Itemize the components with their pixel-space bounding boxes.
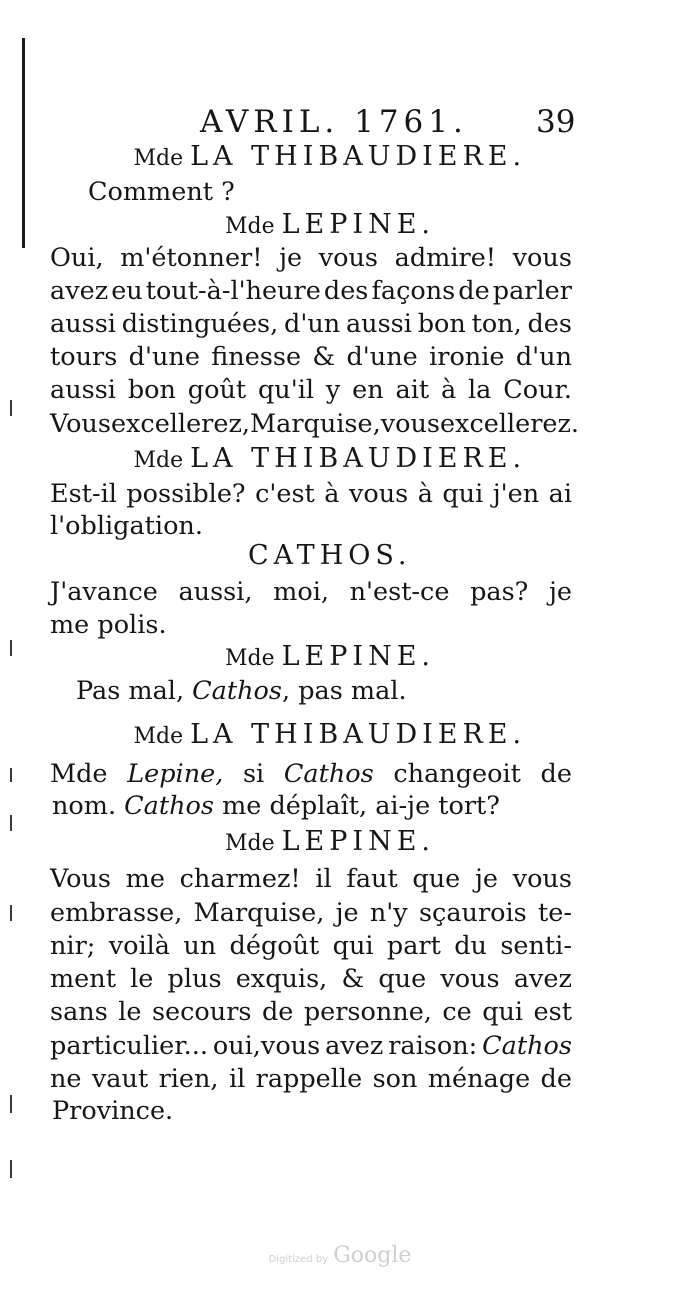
word: vaut xyxy=(91,1064,149,1094)
gutter-mark xyxy=(10,640,12,656)
text-line: l'obligation. xyxy=(50,511,203,541)
word: d'une xyxy=(346,342,418,372)
word: Lepine, xyxy=(127,759,224,789)
word: bon xyxy=(417,309,466,339)
text-run: , pas mal. xyxy=(282,676,407,706)
word: m'étonner! xyxy=(120,243,263,273)
running-header xyxy=(0,104,680,144)
word: pas? xyxy=(470,577,529,607)
word: aussi, xyxy=(178,577,253,607)
word: Est-il xyxy=(50,479,117,509)
word: charmez! xyxy=(179,864,301,894)
word: rappelle xyxy=(255,1064,363,1094)
gutter-mark xyxy=(10,905,12,921)
word: Cour. xyxy=(503,375,572,405)
word: est xyxy=(533,997,572,1027)
word: son xyxy=(372,1064,418,1094)
word: le xyxy=(118,997,142,1027)
word: ne xyxy=(50,1064,82,1094)
word: sçaurois xyxy=(418,898,527,928)
text-line xyxy=(50,242,572,274)
word: c'est xyxy=(255,479,315,509)
word: avez xyxy=(325,1031,384,1061)
page-number: 39 xyxy=(536,104,576,140)
word: exquis, xyxy=(235,964,328,994)
word: aussi xyxy=(50,309,116,339)
speaker-title: Mde xyxy=(225,831,282,856)
word: possible? xyxy=(126,479,246,509)
text-line xyxy=(50,341,572,373)
word: me xyxy=(125,864,165,894)
text-line xyxy=(50,478,572,510)
gutter-mark xyxy=(10,400,12,416)
word: particulier... xyxy=(50,1031,208,1061)
word: à xyxy=(324,479,340,509)
word: que xyxy=(378,964,427,994)
speaker-name: LA THIBAUDIERE. xyxy=(190,719,527,750)
text-line: Comment ? xyxy=(88,177,235,207)
word: à xyxy=(440,375,457,405)
word: à xyxy=(417,479,433,509)
word: ménage xyxy=(427,1064,531,1094)
word: J'avance xyxy=(50,577,158,607)
speaker-heading xyxy=(225,641,435,675)
word: moi, xyxy=(273,577,329,607)
word: finesse xyxy=(211,342,302,372)
speaker-heading xyxy=(225,826,435,860)
text-line xyxy=(50,930,572,962)
word: ai xyxy=(548,479,572,509)
word: avez xyxy=(513,964,572,994)
word: Cathos xyxy=(283,759,374,789)
word: aussi xyxy=(50,375,116,405)
word: distinguées, xyxy=(121,309,279,339)
text-line xyxy=(50,1063,572,1095)
speaker-heading xyxy=(134,719,527,753)
word: & xyxy=(341,964,365,994)
word: Mde xyxy=(50,759,108,789)
word: sans xyxy=(50,997,108,1027)
word: personne, xyxy=(303,997,432,1027)
word: que xyxy=(412,864,461,894)
word: parler xyxy=(492,276,572,306)
gutter-mark xyxy=(10,815,12,831)
word: ait xyxy=(395,375,430,405)
word: je xyxy=(474,864,498,894)
word: & xyxy=(312,342,336,372)
text-line: me polis. xyxy=(50,610,167,640)
word: Vous xyxy=(50,409,111,439)
word: il xyxy=(315,864,332,894)
word: aussi xyxy=(345,309,412,339)
word: goût xyxy=(187,375,247,405)
word: ironie xyxy=(429,342,505,372)
word: du xyxy=(454,931,487,961)
word: qu'il xyxy=(257,375,315,405)
text-line xyxy=(50,863,572,895)
gutter-mark xyxy=(10,1160,12,1178)
word: excellerez,Marquise,vous xyxy=(110,409,440,439)
speaker-heading xyxy=(225,209,435,243)
word: faut xyxy=(346,864,398,894)
word: vous xyxy=(318,243,379,273)
word: ton, xyxy=(471,309,522,339)
word: secours xyxy=(151,997,252,1027)
speaker-name: LEPINE. xyxy=(281,641,436,672)
text-run: Pas mal, xyxy=(76,676,193,706)
word: bon xyxy=(127,375,176,405)
word: qui xyxy=(482,997,524,1027)
word: excellerez. xyxy=(439,409,580,439)
word: d'une xyxy=(128,342,200,372)
speaker-heading xyxy=(134,141,527,175)
digitized-label: Digitized by xyxy=(268,1254,329,1265)
speaker-title: Mde xyxy=(225,646,282,671)
word: ce xyxy=(442,997,472,1027)
text-line xyxy=(50,897,572,929)
text-line xyxy=(50,408,580,440)
text-line xyxy=(52,790,500,822)
word: senti- xyxy=(500,931,572,961)
word: il xyxy=(228,1064,246,1094)
word: ment xyxy=(50,964,116,994)
word: Cathos xyxy=(482,1031,572,1061)
speaker-name: LEPINE. xyxy=(281,209,436,240)
word: n'est-ce xyxy=(349,577,450,607)
speaker-name: LA THIBAUDIERE. xyxy=(190,141,527,172)
word: Vous xyxy=(50,864,111,894)
text-run: Cathos xyxy=(192,676,282,706)
header-title: AVRIL. 1761. xyxy=(200,104,468,140)
word: d'un xyxy=(284,309,341,339)
speaker-name: LA THIBAUDIERE. xyxy=(190,443,527,474)
word: avez xyxy=(50,276,109,306)
speaker-title: Mde xyxy=(133,448,191,473)
word: je xyxy=(548,577,572,607)
text-line xyxy=(76,675,407,707)
text-line xyxy=(50,576,572,608)
digitization-watermark xyxy=(0,1243,680,1268)
word: le xyxy=(130,964,154,994)
speaker-title: Mde xyxy=(225,214,282,239)
word: des xyxy=(527,309,572,339)
speaker-heading xyxy=(248,540,412,572)
word: un xyxy=(183,931,217,961)
word: voilà xyxy=(108,931,170,961)
word: oui,vous xyxy=(212,1031,321,1061)
google-logo: Google xyxy=(333,1243,412,1268)
word: raison: xyxy=(388,1031,478,1061)
word: de xyxy=(458,276,490,306)
text-line xyxy=(50,275,572,307)
word: nir; xyxy=(50,931,96,961)
gutter-mark xyxy=(10,768,12,782)
word: part xyxy=(386,931,441,961)
word: embrasse, xyxy=(50,898,183,928)
word: en xyxy=(352,375,384,405)
word: Oui, xyxy=(50,243,104,273)
word: rien, xyxy=(158,1064,219,1094)
word: admire! xyxy=(394,243,497,273)
text-run: me déplaît, ai-je tort? xyxy=(214,791,500,821)
word: de xyxy=(540,1064,572,1094)
gutter-mark xyxy=(10,1095,12,1113)
word: dégoût xyxy=(229,931,320,961)
word: si xyxy=(242,759,265,789)
word: qui xyxy=(442,479,484,509)
text-run: Cathos xyxy=(124,791,214,821)
word: plus xyxy=(167,964,222,994)
word: je xyxy=(335,898,359,928)
word: tours xyxy=(50,342,118,372)
word: d'un xyxy=(515,342,572,372)
word: de xyxy=(540,759,572,789)
text-line xyxy=(50,963,572,995)
speaker-heading xyxy=(134,443,527,477)
word: des xyxy=(323,276,369,306)
word: tout-à-l'heure xyxy=(145,276,321,306)
word: la xyxy=(468,375,492,405)
text-run: nom. xyxy=(52,791,125,821)
word: vous xyxy=(512,864,572,894)
word: te- xyxy=(538,898,572,928)
word: qui xyxy=(332,931,374,961)
word: de xyxy=(261,997,294,1027)
word: changeoit xyxy=(393,759,521,789)
text-line xyxy=(50,996,572,1028)
speaker-name: LEPINE. xyxy=(281,826,436,857)
text-line xyxy=(50,758,572,790)
word: Marquise, xyxy=(193,898,325,928)
text-line: Province. xyxy=(52,1096,174,1126)
word: y xyxy=(325,375,341,405)
word: n'y xyxy=(369,898,408,928)
text-line xyxy=(50,374,572,406)
word: façons xyxy=(371,276,456,306)
word: j'en xyxy=(492,479,540,509)
speaker-title: Mde xyxy=(133,146,191,171)
text-line xyxy=(50,308,572,340)
word: vous xyxy=(440,964,500,994)
word: je xyxy=(279,243,303,273)
word: vous xyxy=(512,243,572,273)
text-line xyxy=(50,1030,572,1062)
speaker-name: CATHOS. xyxy=(248,540,412,571)
word: eu xyxy=(111,276,143,306)
word: vous xyxy=(348,479,409,509)
speaker-title: Mde xyxy=(133,724,191,749)
